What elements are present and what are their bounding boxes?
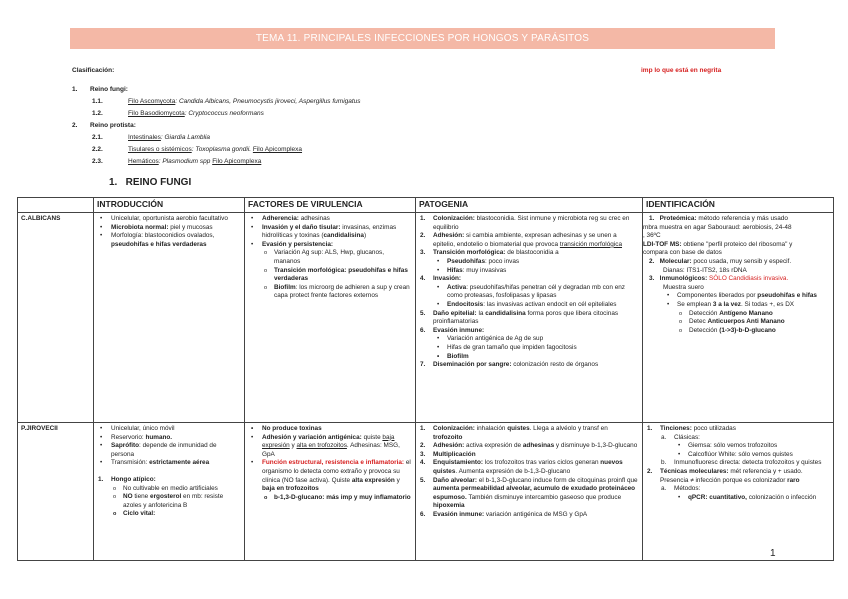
outline-subitem: 1.1. Filo Ascomycota : Candida Albicans, Pneumocystis jiroveci, Aspergillus fumigatus <box>92 98 361 105</box>
topic-banner: TEMA 11. PRINCIPALES INFECCIONES POR HONGOS Y PARÁSITOS <box>70 28 775 49</box>
intro-cell: • Unicelular, oportunista aerobio facultativo • Microbiota normal: piel y mucosas • Morfología: blastoconidios ovalados, pseudohifas e hifas verdaderas <box>94 213 245 423</box>
header-identification: IDENTIFICACIÓN <box>643 198 834 213</box>
outline-subitem: 2.2. Tisulares o sistémicos : Toxoplasma gondii. Filo Apicomplexa <box>92 146 303 153</box>
pathogenesis-cell: 1. Colonización: blastoconidia. Sist inmune y microbiota reg su crec en equilibrio 2. Adhesión: si cambia ambiente, expresan adhesinas y se unen a epitelio, endotelio o biomaterial que provoca transición morfológica 3. Transición morfológica: de blastoconidia a • Pseudohifas: poco invas • Hifas: muy invasivas 4. Invasión: • Activa: pseudohifas/hifas penetran cél y degradan mb con enz como proteasas, fosfolipasas y lipasas • Endocitosis: las invasivas activan endocit en cél epiteliales 5. Daño epitelial: la candidalisina forma poros que libera citocinas proinflamatorias 6. Evasión inmune: • Variación antigénica de Ag de sup • Hifas de gran tamaño que impiden fagocitosis • Biofilm 7. Diseminación por sangre: colonización resto de órganos <box>416 213 643 423</box>
bold-note: imp lo que está en negrita <box>641 67 722 74</box>
outline-subitem: 2.3. Hemáticos : Plasmodium spp Filo Apicomplexa <box>92 158 262 165</box>
classification-outline <box>72 84 361 168</box>
virulence-cell: • Adherencia: adhesinas • Invasión y el daño tisular: invasinas, enzimas hidrolíticas y toxinas (candidalisina) • Evasión y persistencia: o Variación Ag sup: ALS, Hwp, glucanos, mananos o Transición morfológica: pseudohifas e hifas verdaderas o Biofilm: los microorg de adhieren a sup y crean capa protect frente factores externos <box>245 213 416 423</box>
header-intro: INTRODUCCIÓN <box>94 198 245 213</box>
identification-cell: 1. Tinciones: poco utilizadas a. Clásicas: • Giemsa: sólo vemos trofozoitos • Calcoflúor White: sólo vemos quistes b. Inmunofluoresc directa: detecta trofozoitos y quistes 2. Técnicas moleculares: mét referencia y + usado. Presencia ≠ infección porque es colonizador raro a. Métodos: • qPCR: cuantitativo, colonización o infección <box>643 423 834 561</box>
outline-item: 2. Reino protista: <box>72 122 136 129</box>
outline-item: 1. Reino fungi: <box>72 86 128 93</box>
header-pathogenesis: PATOGENIA <box>416 198 643 213</box>
outline-subitem: 2.1. Intestinales : Giardia Lamblia <box>92 134 211 141</box>
pathogenesis-cell: 1. Colonización: inhalación quistes. Llega a alvéolo y transf en trofozoito 2. Adhesión: activa expresión de adhesinas y disminuye b-1,3-D-glucano 3. Multiplicación 4. Enquistamiento: los trofozoitos tras varios ciclos generan nuevos quistes. Aumenta expresión de b-1,3-D-glucano 5. Daño alveolar: el b-1,3-D-glucano induce form de citoquinas proinfl que aumenta permeabilidad alveolar, acumulo de exudado proteináceo espumoso. También disminuye intercambio gaseoso que produce hipoxemia 6. Evasión inmune: variación antigénica de MSG y GpA <box>416 423 643 561</box>
section-title: 1. REINO FUNGI <box>109 177 192 188</box>
row-label: C.ALBICANS <box>18 213 94 423</box>
outline-subitem: 1.2. Filo Basodiomycota : Cryptococcus neoformans <box>92 110 264 117</box>
row-label: P.JIROVECII <box>18 423 94 561</box>
identification-cell: 1. Proteómica: método referencia y más usado mbra muestra en agar Sabouraud: aerobiosis, 24-48 , 36ºC LDI-TOF MS: obtiene "perfil proteico del ribosoma" y compara con base de datos 2. Molecular: poco usada, muy sensib y especif. Dianas: ITS1-ITS2, 18s rDNA 3. Inmunológicos: SÓLO Candidiasis invasiva. Muestra suero • Componentes liberados por pseudohifas e hifas • Se emplean 3 a la vez. Si todas +, es DX o Detección Antígeno Manano o Detec Anticuerpos Anti Manano o Detección (1->3)-b-D-glucano <box>643 213 834 423</box>
intro-cell: • Unicelular, único móvil • Reservorio: humano. • Saprófito: depende de inmunidad de persona • Transmisión: estrictamente aérea 1. Hongo atípico: o No cultivable en medio artificiales o NO tiene ergosterol en mb: resiste azoles y anfotericina B o Ciclo vital: <box>94 423 245 561</box>
fungi-table <box>17 197 834 561</box>
table-header-row <box>18 198 834 213</box>
classification-heading: Clasificación: <box>72 67 115 74</box>
page-number: 1 <box>770 548 776 559</box>
virulence-cell: • No produce toxinas • Adhesión y variación antigénica: quiste baja expresión y alta en trofozoitos. Adhesinas: MSG, GpA • Función estructural, resistencia e inflamatoria: el organismo lo detecta como extraño y provoca su clínica (NO fase activa). Quiste alta expresión y baja en trofozoitos o b-1,3-D-glucano: más imp y muy inflamatorio <box>245 423 416 561</box>
table-row <box>18 423 834 561</box>
header-empty <box>18 198 94 213</box>
table-row <box>18 213 834 423</box>
header-virulence: FACTORES DE VIRULENCIA <box>245 198 416 213</box>
